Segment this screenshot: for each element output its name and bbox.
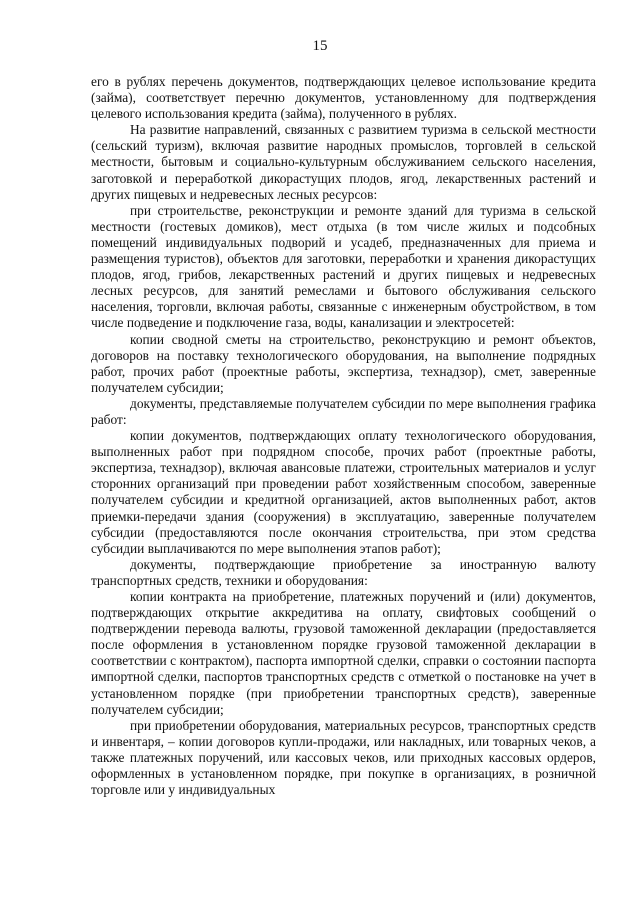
paragraph-1: его в рублях перечень документов, подтверждающих целевое использование кредита (займа), соответствует перечню документов, установленному для подтверждения целевого использования кредита (займа), полученного в рублях. [91,74,596,122]
paragraph-3: при строительстве, реконструкции и ремонте зданий для туризма в сельской местности (гостевых домиков), мест отдыха (в том числе жилых и подсобных помещений индивидуальных подворий и усадеб, предназначенных для приема и размещения туристов), объектов для заготовки, переработки и хранения дикорастущих плодов, ягод, грибов, лекарственных растений и других пищевых и недревесных лесных ресурсов, для занятий ремеслами и бытового обслуживания сельского населения, торговли, включая работы, связанные с инженерным обустройством, в том числе подведение и подключение газа, воды, канализации и электросетей: [91,202,596,331]
paragraph-7: документы, подтверждающие приобретение за иностранную валюту транспортных средств, техники и оборудования: [91,556,596,588]
body-text [91,74,596,798]
page-number: 15 [312,38,328,54]
paragraph-2: На развитие направлений, связанных с развитием туризма в сельской местности (сельский туризм), включая развитие народных промыслов, торговлей в сельской местности, бытовым и социально-культурным обслуживанием сельского населения, заготовкой и переработкой дикорастущих плодов, ягод, лекарственных растений и других пищевых и недревесных лесных ресурсов: [91,122,596,202]
paragraph-5: документы, представляемые получателем субсидии по мере выполнения графика работ: [91,395,596,427]
paragraph-6: копии документов, подтверждающих оплату технологического оборудования, выполненных работ при подрядном способе, прочих работ (проектные работы, экспертиза, технадзор), включая авансовые платежи, строительных материалов и услуг сторонних организаций при проведении работ хозяйственным способом, заверенные получателем субсидии и кредитной организацией, актов выполненных работ, актов приемки-передачи здания (сооружения) в эксплуатацию, заверенные получателем субсидии (предоставляются после окончания строительства, при этом средства субсидии выплачиваются по мере выполнения этапов работ); [91,428,596,556]
paragraph-9: при приобретении оборудования, материальных ресурсов, транспортных средств и инвентаря, – копии договоров купли-продажи, или накладных, или товарных чеков, а также платежных поручений, или кассовых чеков, или приходных кассовых ордеров, оформленных в установленном порядке, при покупке в организациях, в розничной торговле или у индивидуальных [91,717,596,798]
paragraph-4: копии сводной сметы на строительство, реконструкцию и ремонт объектов, договоров на поставку технологического оборудования, на выполнение подрядных работ, прочих работ (проектные работы, экспертиза, технадзор), смет, заверенные получателем субсидии; [91,331,596,395]
paragraph-8: копии контракта на приобретение, платежных поручений и (или) документов, подтверждающих открытие аккредитива на оплату, свифтовых сообщений о подтверждении перевода валюты, грузовой таможенной декларации (предоставляется после оформления в установленном порядке грузовой таможенной декларации в соответствии с контрактом), паспорта импортной сделки, справки о состоянии паспорта импортной сделки, паспортов транспортных средств с отметкой о постановке на учет в установленном порядке (при приобретении транспортных средств), заверенные получателем субсидии; [91,589,596,717]
